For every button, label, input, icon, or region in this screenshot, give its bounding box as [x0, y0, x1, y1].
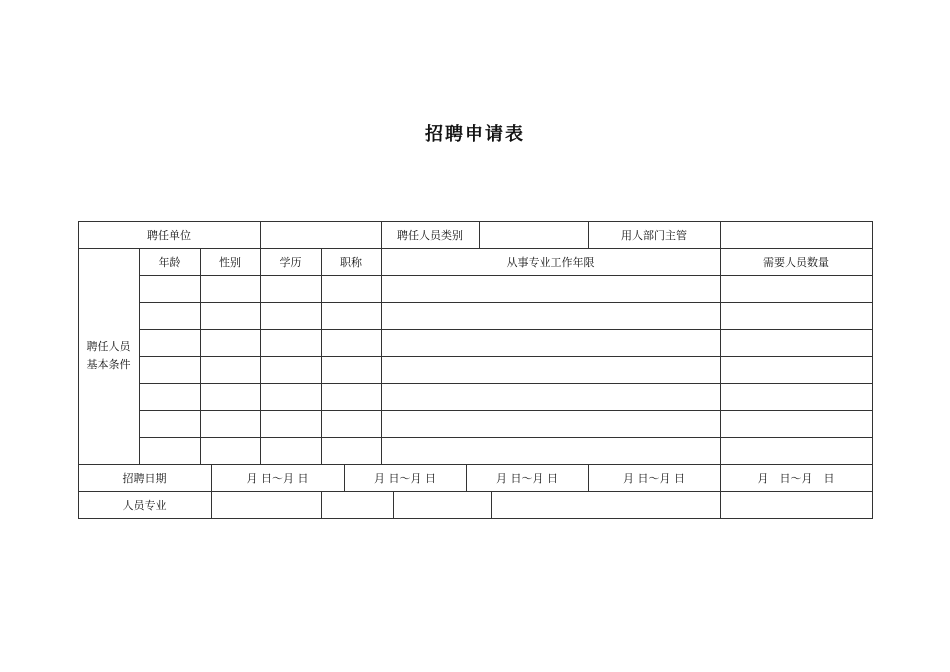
header-job-title: 职称: [340, 255, 362, 269]
condition-cell-job-title[interactable]: [321, 302, 381, 329]
recruit-date-range[interactable]: 月 日～月 日: [496, 471, 558, 485]
condition-cell-quantity[interactable]: [720, 437, 872, 464]
condition-cell-quantity[interactable]: [720, 275, 872, 302]
condition-cell-gender[interactable]: [200, 329, 260, 356]
dept-head-field[interactable]: [720, 221, 872, 248]
condition-cell-job-title[interactable]: [321, 329, 381, 356]
unit-field[interactable]: [260, 221, 381, 248]
major-field[interactable]: [321, 491, 393, 518]
condition-cell-job-title[interactable]: [321, 383, 381, 410]
major-label: 人员专业: [122, 498, 167, 512]
major-field[interactable]: [211, 491, 321, 518]
condition-cell-education[interactable]: [260, 437, 321, 464]
condition-cell-age[interactable]: [139, 275, 200, 302]
condition-cell-experience[interactable]: [381, 437, 720, 464]
condition-cell-quantity[interactable]: [720, 329, 872, 356]
recruit-date-range[interactable]: 月 日～月 日: [374, 471, 436, 485]
condition-cell-education[interactable]: [260, 275, 321, 302]
condition-cell-age[interactable]: [139, 302, 200, 329]
major-field[interactable]: [393, 491, 491, 518]
condition-cell-education[interactable]: [260, 329, 321, 356]
major-field[interactable]: [720, 491, 872, 518]
conditions-label: [78, 248, 139, 464]
condition-cell-quantity[interactable]: [720, 410, 872, 437]
condition-cell-gender[interactable]: [200, 383, 260, 410]
conditions-label-line2: 基本条件: [86, 358, 131, 371]
condition-cell-age[interactable]: [139, 383, 200, 410]
condition-cell-education[interactable]: [260, 410, 321, 437]
staff-type-field[interactable]: [479, 221, 588, 248]
major-field[interactable]: [491, 491, 720, 518]
header-age: 年龄: [158, 255, 181, 269]
condition-cell-quantity[interactable]: [720, 302, 872, 329]
condition-cell-job-title[interactable]: [321, 356, 381, 383]
condition-cell-education[interactable]: [260, 383, 321, 410]
staff-type-label: 聘任人员类别: [397, 228, 463, 242]
condition-cell-gender[interactable]: [200, 302, 260, 329]
table-rule: [872, 221, 873, 519]
header-gender: 性别: [219, 255, 241, 269]
conditions-label-line1: 聘任人员: [86, 340, 131, 353]
condition-cell-age[interactable]: [139, 437, 200, 464]
condition-cell-job-title[interactable]: [321, 437, 381, 464]
condition-cell-quantity[interactable]: [720, 383, 872, 410]
dept-head-label: 用人部门主管: [621, 228, 687, 242]
header-education: 学历: [279, 255, 302, 269]
table-rule: [78, 518, 873, 519]
condition-cell-education[interactable]: [260, 356, 321, 383]
header-quantity: 需要人员数量: [763, 255, 829, 269]
condition-cell-age[interactable]: [139, 410, 200, 437]
unit-label: 聘任单位: [147, 228, 191, 242]
condition-cell-experience[interactable]: [381, 329, 720, 356]
condition-cell-education[interactable]: [260, 302, 321, 329]
condition-cell-age[interactable]: [139, 329, 200, 356]
header-experience: 从事专业工作年限: [506, 255, 595, 269]
condition-cell-experience[interactable]: [381, 275, 720, 302]
recruit-date-range[interactable]: 月 日～月 日: [757, 471, 835, 485]
condition-cell-gender[interactable]: [200, 356, 260, 383]
condition-cell-experience[interactable]: [381, 383, 720, 410]
condition-cell-gender[interactable]: [200, 275, 260, 302]
condition-cell-experience[interactable]: [381, 356, 720, 383]
condition-cell-experience[interactable]: [381, 410, 720, 437]
recruit-date-label: 招聘日期: [122, 471, 167, 485]
condition-cell-job-title[interactable]: [321, 410, 381, 437]
condition-cell-quantity[interactable]: [720, 356, 872, 383]
form-title: 招聘申请表: [425, 124, 525, 145]
condition-cell-age[interactable]: [139, 356, 200, 383]
condition-cell-experience[interactable]: [381, 302, 720, 329]
condition-cell-gender[interactable]: [200, 437, 260, 464]
recruit-date-range[interactable]: 月 日～月 日: [246, 471, 309, 485]
condition-cell-job-title[interactable]: [321, 275, 381, 302]
recruit-date-range[interactable]: 月 日～月 日: [623, 471, 685, 485]
condition-cell-gender[interactable]: [200, 410, 260, 437]
